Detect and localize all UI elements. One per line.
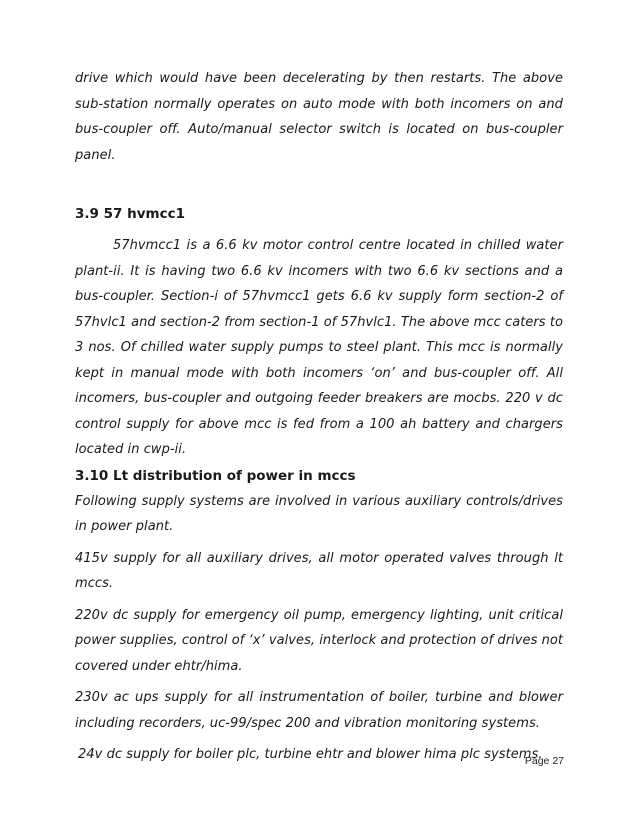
- paragraph-hvmcc-body: 57hvmcc1 is a 6.6 kv motor control centre located in chilled water plant-ii. It is having two 6.6 kv incomers with two 6.6 kv sections and a bus-coupler. Section-i of 57hvmcc1 gets 6.6 kv supply form section-2 of 57hvlc1 and section-2 from section-1 of 57hvlc1. The above mcc caters to 3 nos. Of chilled water supply pumps to steel plant. This mcc is normally kept in manual mode with both incomers ‘on’ and bus-coupler off. All incomers, bus-coupler and outgoing feeder breakers are mocbs. 220 v dc control supply for above mcc is fed from a 100 ah battery and chargers located in cwp-ii.: [75, 238, 563, 457]
- heading-section-3-9: 3.9 57 hvmcc1: [75, 206, 185, 222]
- heading-section-3-10: 3.10 Lt distribution of power in mccs: [75, 467, 356, 484]
- paragraph-supply-24v-dc: 24v dc supply for boiler plc, turbine ehtr and blower hima plc systems.: [78, 747, 543, 762]
- paragraph-intro: drive which would have been decelerating by then restarts. The above sub-station normally operates on auto mode with both incomers on and bus-coupler off. Auto/manual selector switch is located on bus-coupler panel.: [75, 71, 563, 163]
- paragraph-lt-intro: Following supply systems are involved in various auxiliary controls/drives in power plant.: [75, 493, 563, 534]
- paragraph-supply-415v: 415v supply for all auxiliary drives, all motor operated valves through lt mccs.: [75, 550, 563, 591]
- paragraph-supply-230v-ac: 230v ac ups supply for all instrumentation of boiler, turbine and blower including recorders, uc-99/spec 200 and vibration monitoring systems.: [75, 690, 563, 731]
- paragraph-supply-220v-dc: 220v dc supply for emergency oil pump, emergency lighting, unit critical power supplies, control of ‘x’ valves, interlock and protection of drives not covered under ehtr/hima.: [75, 607, 564, 674]
- document-page: [75, 66, 563, 768]
- page-number: Page 27: [524, 755, 564, 767]
